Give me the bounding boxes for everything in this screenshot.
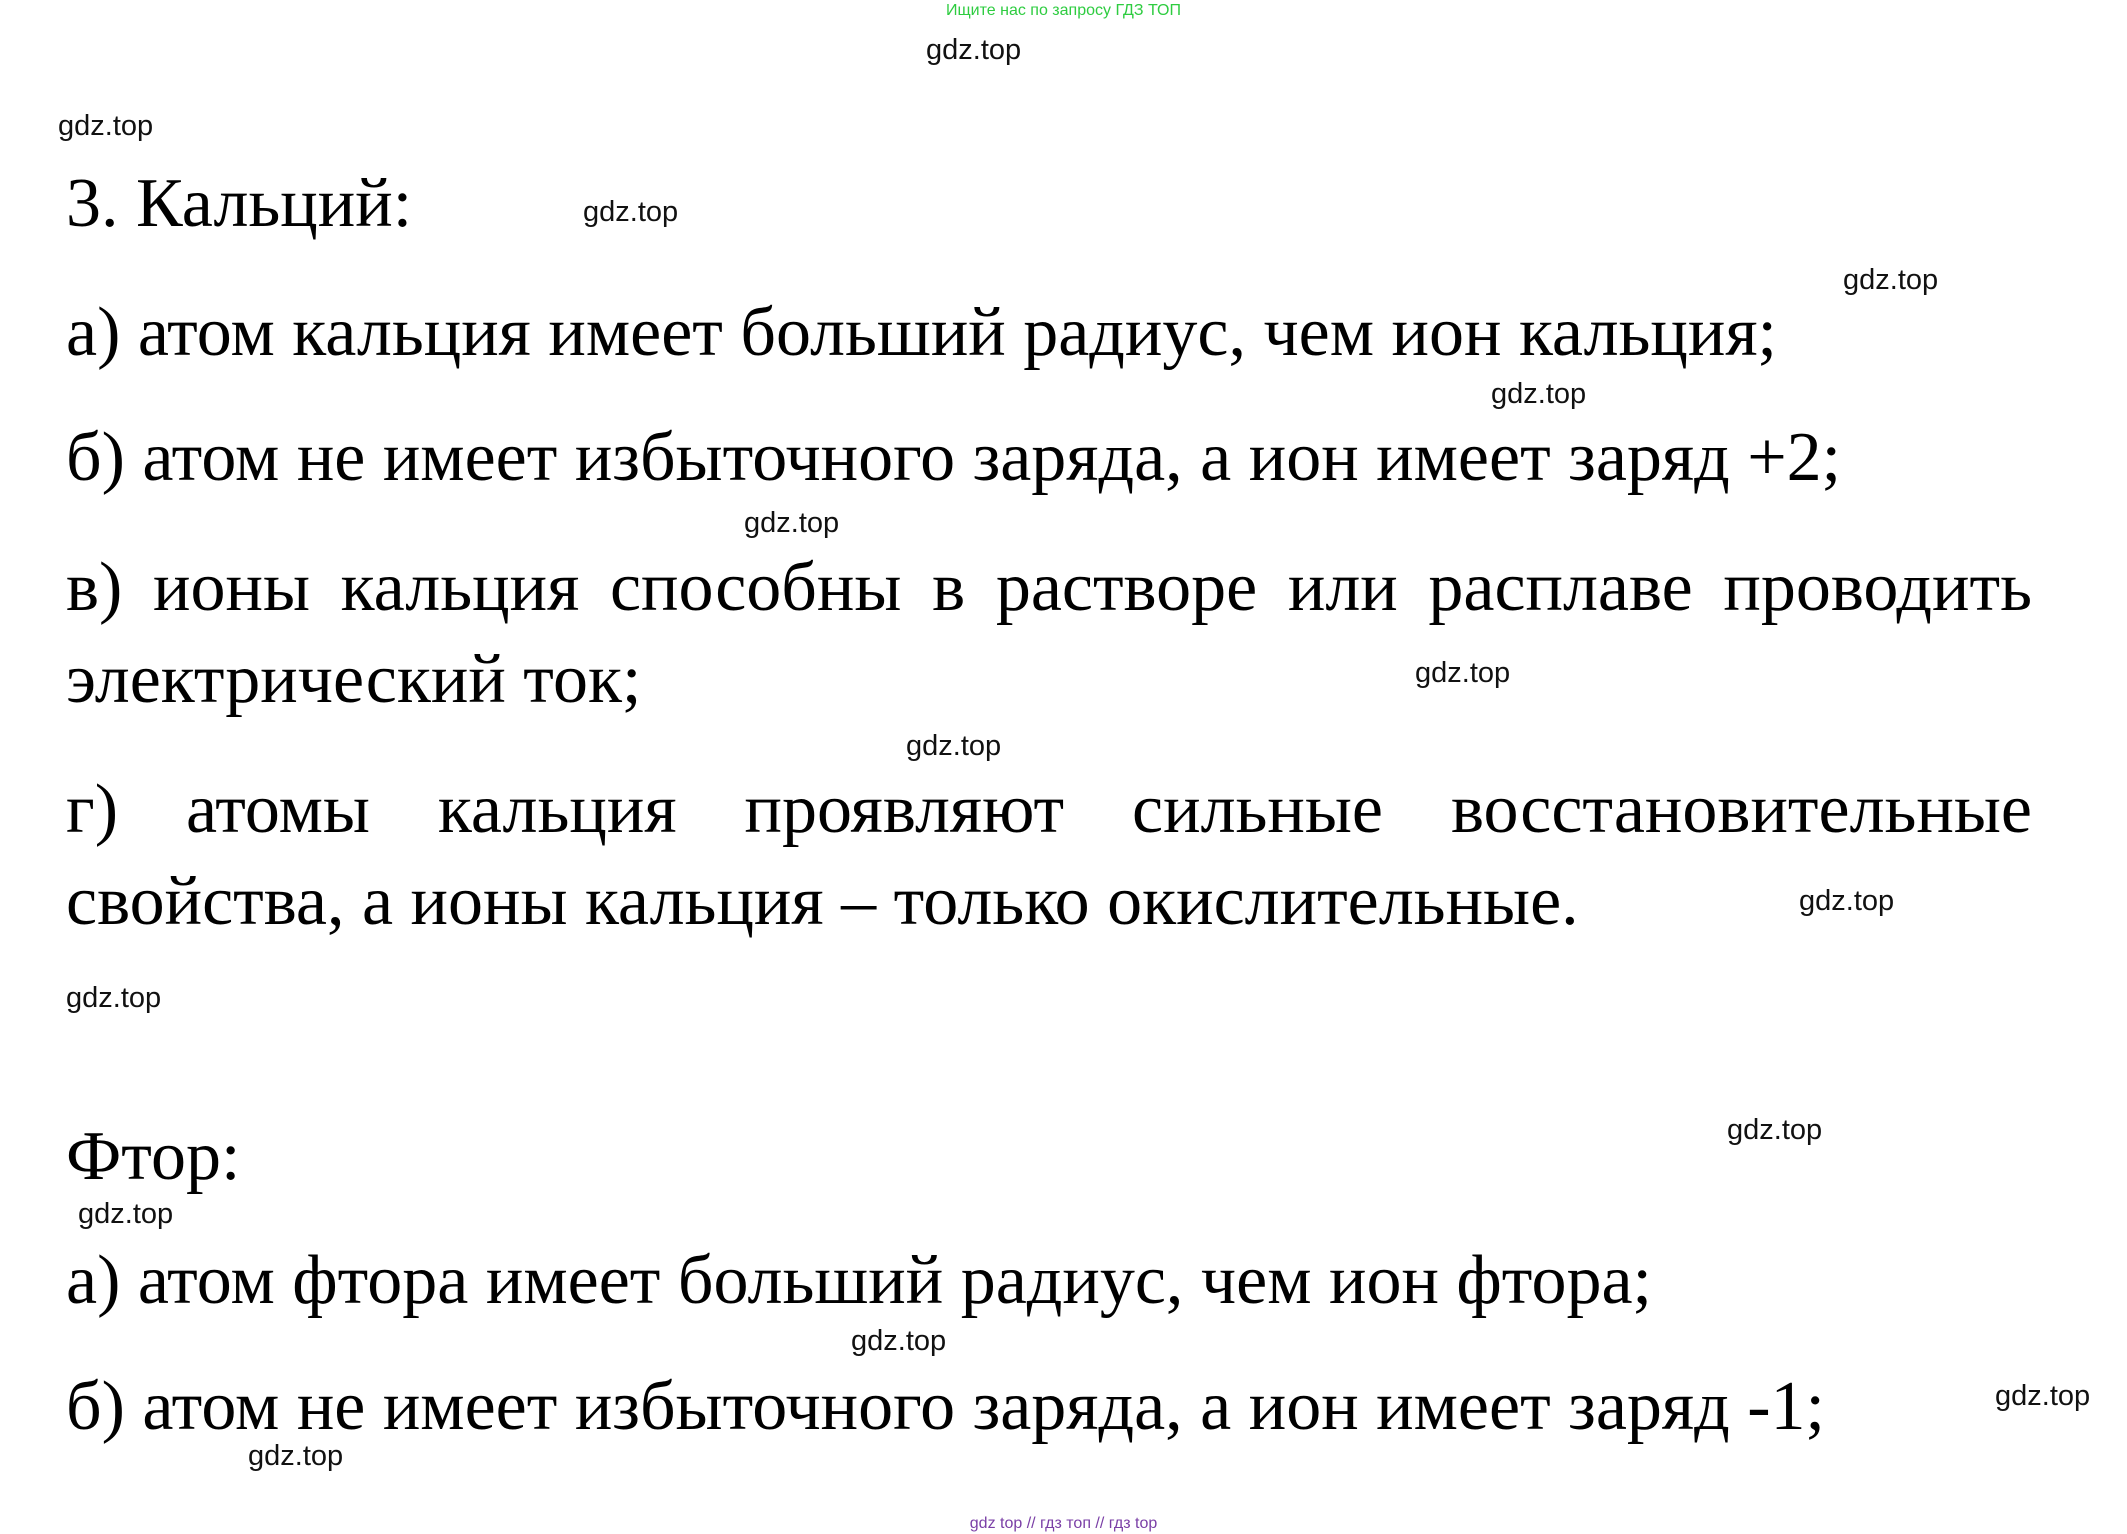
- watermark: gdz.top: [1843, 264, 1939, 296]
- calcium-heading: 3. Кальций:: [66, 165, 413, 242]
- fluorine-item-a: а) атом фтора имеет больший радиус, чем ион фтора;: [66, 1242, 1652, 1319]
- calcium-item-d: г) атомы кальция проявляют сильные восстановительные свойства, а ионы кальция – только окислительные.: [66, 771, 2032, 940]
- watermark: gdz.top: [583, 196, 679, 228]
- watermark: gdz.top: [1727, 1114, 1823, 1146]
- watermark: gdz.top: [926, 34, 1022, 66]
- watermark: gdz.top: [248, 1440, 344, 1472]
- watermark: gdz.top: [906, 730, 1002, 762]
- watermark: gdz.top: [66, 982, 162, 1014]
- calcium-item-b: б) атом не имеет избыточного заряда, а ион имеет заряд +2;: [66, 419, 1842, 496]
- watermark: gdz.top: [851, 1325, 947, 1357]
- calcium-item-a: а) атом кальция имеет больший радиус, чем ион кальция;: [66, 294, 1778, 371]
- watermark: gdz.top: [1415, 657, 1511, 689]
- top-banner: Ищите нас по запросу ГДЗ ТОП: [946, 2, 1181, 19]
- watermark: gdz.top: [1799, 885, 1895, 917]
- fluorine-heading: Фтор:: [66, 1118, 241, 1195]
- watermark: gdz.top: [58, 110, 154, 142]
- footer-banner: gdz top // гдз топ // гдз top: [969, 1515, 1158, 1532]
- watermark: gdz.top: [78, 1198, 174, 1230]
- fluorine-item-b: б) атом не имеет избыточного заряда, а ион имеет заряд -1;: [66, 1368, 1825, 1445]
- calcium-item-c: в) ионы кальция способны в растворе или расплаве проводить электрический ток;: [66, 549, 2032, 718]
- watermark: gdz.top: [1491, 378, 1587, 410]
- watermark: gdz.top: [1995, 1380, 2091, 1412]
- watermark: gdz.top: [744, 507, 840, 539]
